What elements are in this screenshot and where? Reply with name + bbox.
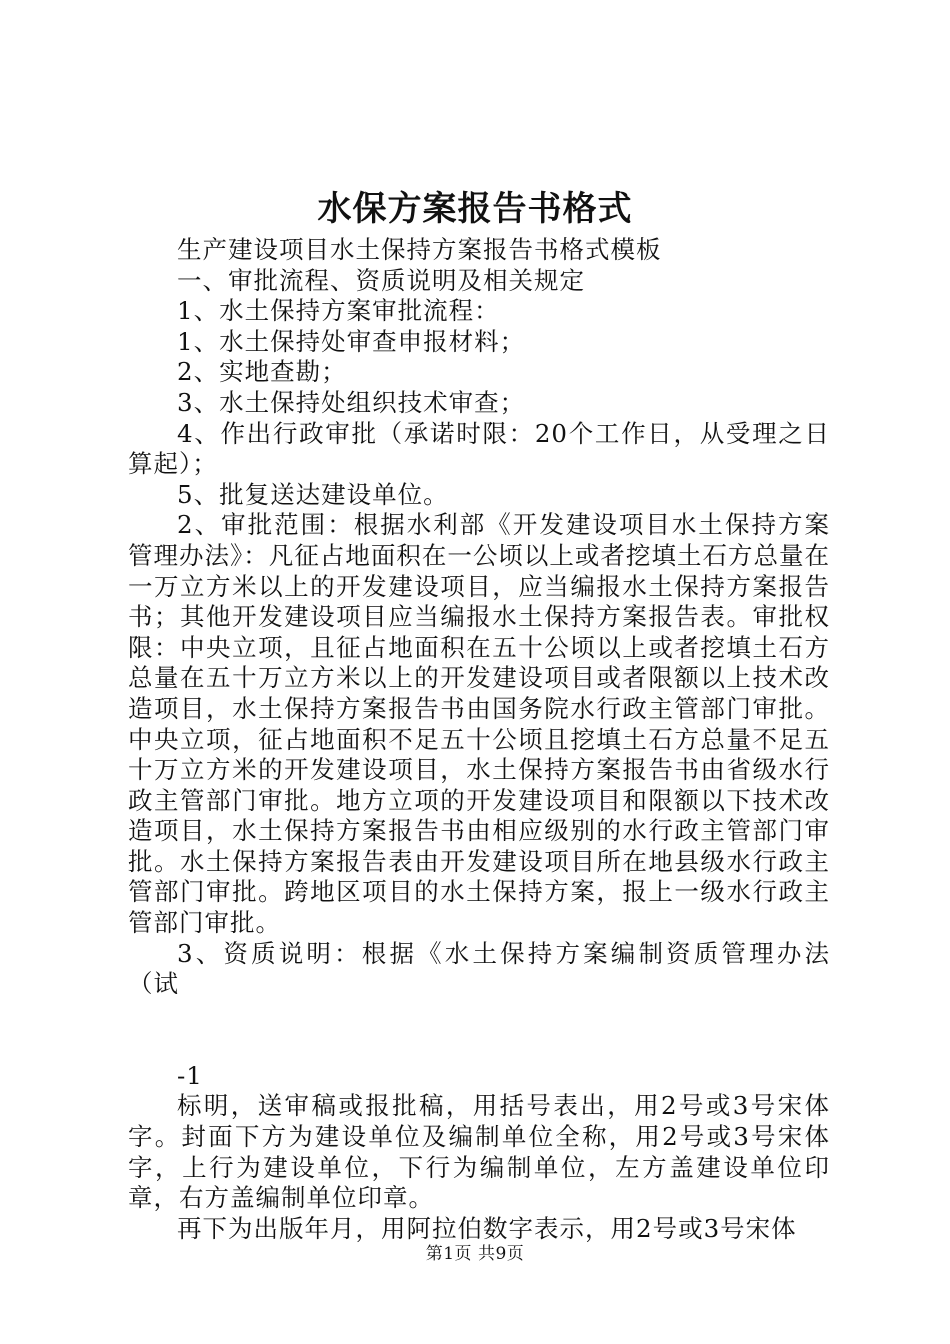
paragraph: 2、审批范围：根据水利部《开发建设项目水土保持方案管理办法》：凡征占地面积在一公顷以上或者挖填土石方总量在一万立方米以上的开发建设项目，应当编报水土保持方案报告书；其他开发建设项目应当编报水土保持方案报告表。审批权限：中央立项，且征占地面积在五十公顷以上或者挖填土石方总量在五十万立方米以上的开发建设项目或者限额以上技术改造项目，水土保持方案报告书由国务院水行政主管部门审批。中央立项，征占地面积不足五十公顷且挖填土石方总量不足五十万立方米的开发建设项目，水土保持方案报告书由省级水行政主管部门审批。地方立项的开发建设项目和限额以下技术改造项目，水土保持方案报告书由相应级别的水行政主管部门审批。水土保持方案报告表由开发建设项目所在地县级水行政主管部门审批。跨地区项目的水土保持方案，报上一级水行政主管部门审批。: [128, 510, 830, 938]
paragraph: 1、水土保持方案审批流程：: [177, 296, 500, 326]
page-footer: 第1页 共9页: [425, 1244, 525, 1264]
paragraph: 一、审批流程、资质说明及相关规定: [177, 265, 585, 295]
paragraph: 3、水土保持处组织技术审查；: [177, 387, 526, 417]
document-title: 水保方案报告书格式: [317, 189, 633, 229]
paragraph: 再下为出版年月，用阿拉伯数字表示，用2号或3号宋体: [177, 1213, 797, 1243]
paragraph: 标明，送审稿或报批稿，用括号表出，用2号或3号宋体字。封面下方为建设单位及编制单位全称，用2号或3号宋体字，上行为建设单位，下行为编制单位，左方盖建设单位印章，右方盖编制单位印章。: [128, 1091, 830, 1213]
document-body: [128, 235, 830, 1244]
spacer: [128, 1000, 830, 1061]
paragraph: 2、实地查勘；: [177, 357, 347, 387]
page-marker: -1: [177, 1060, 203, 1090]
paragraph: 5、批复送达建设单位。: [177, 479, 449, 509]
paragraph: 3、资质说明：根据《水土保持方案编制资质管理办法（试: [128, 938, 830, 999]
paragraph: 4、作出行政审批（承诺时限：20个工作日，从受理之日算起）；: [128, 418, 830, 479]
paragraph: 1、水土保持处审查申报材料；: [177, 326, 526, 356]
paragraph: 生产建设项目水土保持方案报告书格式模板: [177, 235, 662, 264]
